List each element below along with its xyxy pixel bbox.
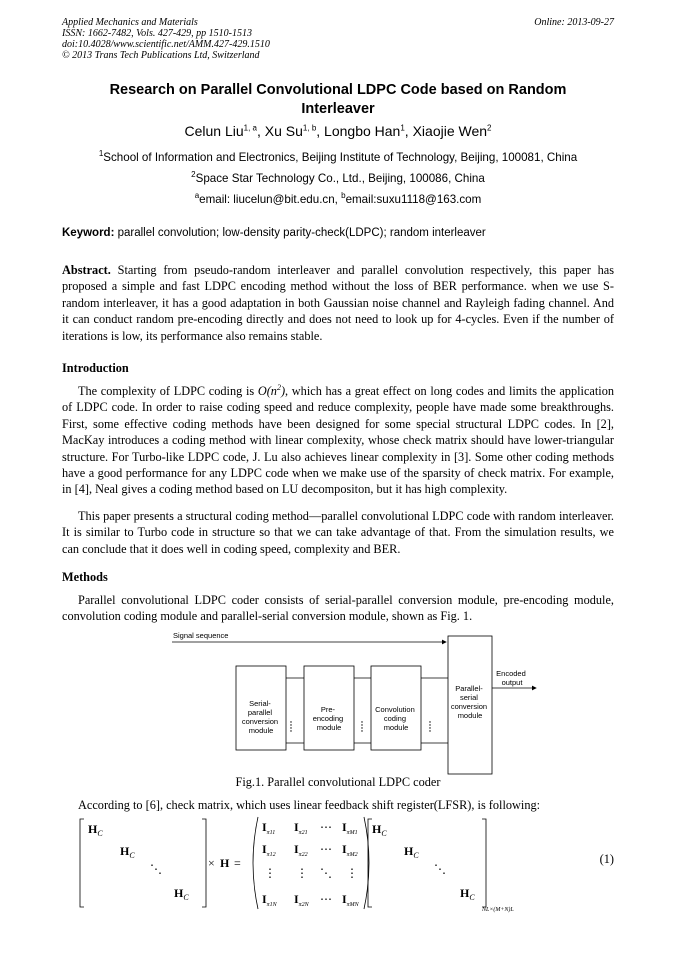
svg-text:⋮: ⋮	[264, 866, 276, 880]
keywords: Keyword: parallel convolution; low-density parity-check(LDPC); random interleaver	[62, 227, 486, 239]
box2-text: Pre- encoding module	[312, 705, 344, 732]
author-1: Celun Liu$^{1, a}$,	[184, 123, 265, 139]
affiliation-2: $^2$Space Star Technology Co., Ltd., Beijing, 100086, China	[191, 170, 485, 185]
svg-text:⋱: ⋱	[320, 866, 332, 880]
methods-paragraph-1: Parallel convolutional LDPC coder consists of serial-parallel conversion module, pre-encoding module, convolution coding module and parallel-serial conversion module, shown as Fig. 1.	[62, 593, 614, 624]
copyright: © 2013 Trans Tech Publications Ltd, Switzerland	[62, 50, 260, 61]
svg-text:Iπ22: $I_{\pi 22}$	[294, 842, 308, 858]
svg-text:HC: $H_C$	[372, 822, 387, 838]
box1-text: Serial- parallel conversion module	[241, 699, 279, 735]
svg-text:Iπ12: $I_{\pi 12}$	[262, 842, 276, 858]
svg-text:HC: $H_C$	[404, 844, 419, 860]
equation-1	[62, 815, 614, 915]
paper-title	[62, 81, 614, 119]
svg-text:H: H	[220, 856, 230, 870]
svg-text:⋱: ⋱	[434, 862, 446, 876]
svg-text:⋯: ⋯	[320, 842, 332, 856]
intro-paragraph-1: The complexity of LDPC coding is $O(n^2)$, which has a great effect on long codes and limits the application of LDPC code. In order to raise coding speed and reduce complexity, people have made some breakthroughs. First, some effective coding methods have been designed for some special structural LDPC codes. In [2], MacKay introduces a coding method with linear complexity, whose check matrix should have lower-triangular structure. For Turbo-like LDPC code, J. Lu also achieves linear complexity in [3]. Some other coding methods have a good performance for any LDPC code when we make use of the sparsity of check matrix. For example, in [4], Neal gives a coding method based on LU decompositon, but it has high complexity.	[62, 382, 614, 497]
svg-text:⋯: ⋯	[320, 820, 332, 834]
online-date: Online: 2013-09-27	[534, 17, 614, 28]
svg-text:⋮: ⋮	[296, 866, 308, 880]
methods-heading: Methods	[62, 570, 108, 584]
email-b[interactable]: email:suxu1118@163.com	[345, 193, 482, 206]
author-list	[62, 123, 614, 139]
svg-text:Iπ1N: $I_{\pi 1N}$	[262, 892, 277, 908]
author-2: Xu Su$^{1, b}$,	[264, 123, 325, 139]
figure-1-block-diagram	[168, 628, 540, 778]
svg-text:Iπ2N: $I_{\pi 2N}$	[294, 892, 309, 908]
svg-text:NL×(M+N)L: NL×(M+N)L	[482, 907, 514, 913]
svg-text:IπM1: $I_{\pi M1}$	[342, 820, 358, 836]
equation-number: (1)	[599, 852, 614, 866]
title-line-2: Interleaver	[301, 101, 375, 117]
svg-text:HC: $H_C$	[88, 822, 103, 838]
svg-text:×: ×	[208, 856, 215, 870]
journal-name: Applied Mechanics and Materials	[62, 17, 198, 28]
encoded-output-label: Encoded output	[496, 669, 526, 687]
journal-header	[62, 17, 270, 61]
svg-text:⋱: ⋱	[150, 862, 162, 876]
svg-text:=: =	[234, 856, 241, 870]
svg-text:HC: $H_C$	[174, 886, 189, 902]
emails: $^a$email: liucelun@bit.edu.cn, $^b$email:suxu1118@163.com	[194, 191, 482, 206]
signal-sequence-label: Signal sequence	[173, 631, 229, 640]
author-3: Longbo Han$^1$,	[324, 123, 413, 139]
doi: doi:10.4028/www.scientific.net/AMM.427-429.1510	[62, 39, 270, 50]
affiliation-1: $^1$School of Information and Electronics, Beijing Institute of Technology, Beijing, 100081, China	[98, 149, 578, 164]
author-4: Xiaojie Wen$^2$	[412, 123, 492, 139]
ellipsis-dots	[290, 721, 430, 731]
introduction-heading: Introduction	[62, 361, 129, 375]
svg-text:⋮: ⋮	[346, 866, 358, 880]
svg-text:IπM2: $I_{\pi M2}$	[342, 842, 358, 858]
email-a[interactable]: email: liucelun@bit.edu.cn,	[199, 193, 342, 206]
methods-paragraph-2: According to [6], check matrix, which uses linear feedback shift register(LFSR), is following:	[78, 798, 541, 812]
svg-text:Iπ21: $I_{\pi 21}$	[294, 820, 308, 836]
issn: ISSN: 1662-7482, Vols. 427-429, pp 1510-1513	[62, 28, 252, 39]
figure-1-caption: Fig.1. Parallel convolutional LDPC coder	[235, 775, 441, 789]
abstract: Abstract. Starting from pseudo-random interleaver and parallel convolution respectively, this paper has proposed a simple and fast LDPC encoding method without the loss of BER performance. when we use S-random interleaver, it has a good adaptation in both Gaussian noise channel and Rayleigh fading channel. And it can conduct random pre-encoding directly and does not need to look up for 4-cycles. Even if the number of iterations is low, its performance also remains stable.	[62, 263, 614, 343]
svg-text:⋯: ⋯	[320, 892, 332, 906]
svg-text:HC: $H_C$	[120, 844, 135, 860]
title-line-1: Research on Parallel Convolutional LDPC Code based on Random	[109, 82, 567, 98]
svg-text:HC: $H_C$	[460, 886, 475, 902]
intro-paragraph-2: This paper presents a structural coding method—parallel convolutional LDPC code with random interleaver. It is similar to Turbo code in structure so that we can take advantage of that. From the simulation results, we can conclude that it does well in coding speed, complexity and BER.	[62, 509, 614, 556]
svg-text:IπMN: $I_{\pi MN}$	[342, 892, 359, 908]
parallel-connectors	[286, 678, 448, 743]
box3-text: Convolution coding module	[375, 705, 415, 732]
svg-text:Iπ11: $I_{\pi 11}$	[262, 820, 276, 836]
box4-text: Parallel- serial conversion module	[450, 684, 488, 720]
